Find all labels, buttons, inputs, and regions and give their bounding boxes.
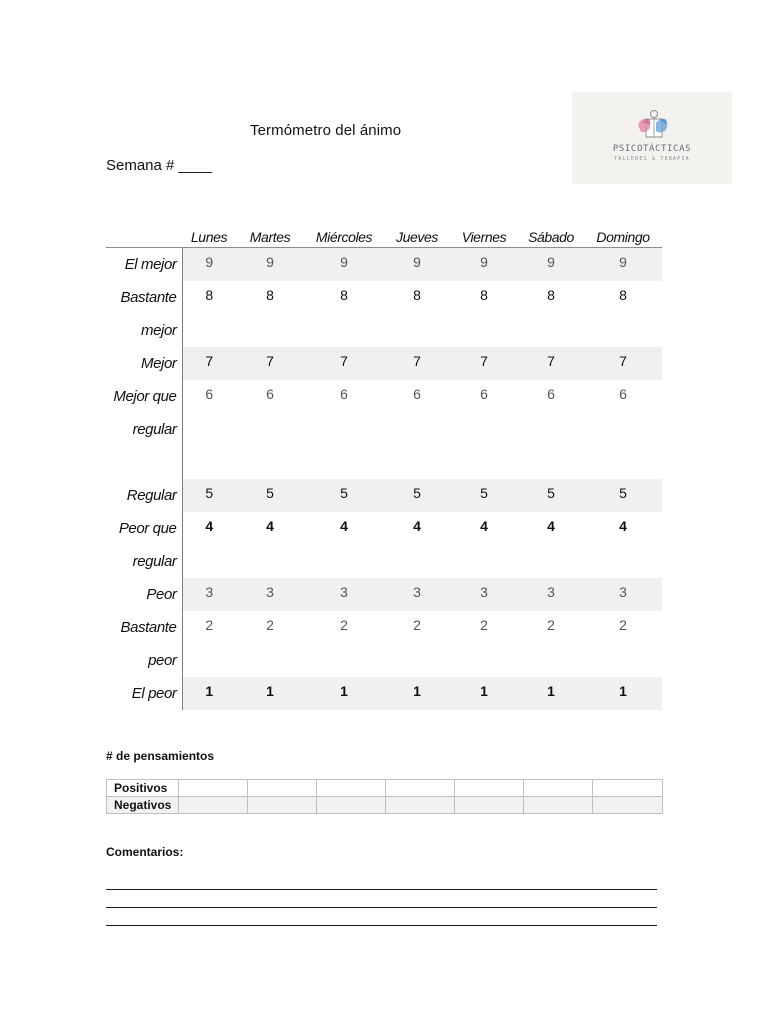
logo-name: PSICOTÁCTICAS	[612, 144, 692, 154]
mood-row	[106, 281, 662, 347]
mood-score-cell[interactable]: 2	[619, 617, 627, 633]
mood-score-cell[interactable]: 1	[384, 677, 450, 710]
page-title: Termómetro del ánimo	[250, 122, 402, 139]
mood-score-cell[interactable]: 9	[236, 248, 304, 282]
thoughts-count-cell[interactable]	[248, 780, 317, 797]
thoughts-row-negative	[107, 797, 663, 814]
mood-score-cell[interactable]: 3	[584, 578, 662, 611]
mood-table-header	[106, 222, 662, 248]
mood-score-cell[interactable]: 3	[304, 578, 384, 611]
mood-row-label: Regular	[106, 479, 182, 512]
mood-score-cell[interactable]: 5	[450, 479, 518, 512]
mood-row	[106, 347, 662, 380]
comment-line[interactable]	[106, 907, 657, 908]
logo-tagline: TALLERES & TERAPIA	[614, 156, 690, 162]
mood-score-cell[interactable]: 1	[182, 677, 236, 710]
mood-score-cell[interactable]: 2	[480, 617, 488, 633]
mood-row-label: Mejor	[106, 347, 182, 380]
mood-score-cell[interactable]: 7	[236, 347, 304, 380]
mood-row	[106, 578, 662, 611]
mood-score-cell[interactable]: 4	[340, 518, 348, 534]
mood-score-cell[interactable]: 3	[182, 578, 236, 611]
mood-score-cell[interactable]: 7	[384, 347, 450, 380]
mood-row	[106, 248, 662, 282]
mood-row-label: Peor	[106, 578, 182, 611]
thoughts-count-cell[interactable]	[455, 797, 524, 814]
thoughts-count-cell[interactable]	[386, 780, 455, 797]
day-header: Viernes	[450, 222, 518, 248]
mood-score-cell[interactable]: 7	[304, 347, 384, 380]
thoughts-count-cell[interactable]	[524, 780, 593, 797]
logo-figure-icon	[572, 92, 732, 184]
mood-score-cell[interactable]: 9	[518, 248, 584, 282]
thoughts-table	[106, 779, 663, 814]
thoughts-row-label: Positivos	[107, 780, 179, 797]
mood-score-cell[interactable]: 3	[518, 578, 584, 611]
mood-score-cell[interactable]: 5	[584, 479, 662, 512]
mood-score-cell[interactable]: 2	[547, 617, 555, 633]
mood-score-cell[interactable]: 8	[340, 287, 348, 303]
week-label: Semana # ____	[106, 157, 212, 174]
mood-score-cell[interactable]: 5	[182, 479, 236, 512]
day-header: Jueves	[384, 222, 450, 248]
mood-score-cell[interactable]: 1	[236, 677, 304, 710]
mood-score-cell[interactable]: 9	[182, 248, 236, 282]
mood-row	[106, 380, 662, 479]
mood-row	[106, 512, 662, 578]
day-header: Martes	[236, 222, 304, 248]
day-header: Miércoles	[304, 222, 384, 248]
mood-score-cell[interactable]: 9	[584, 248, 662, 282]
mood-score-cell[interactable]: 8	[480, 287, 488, 303]
mood-score-cell[interactable]: 3	[236, 578, 304, 611]
mood-score-cell[interactable]: 5	[384, 479, 450, 512]
mood-score-cell[interactable]: 5	[236, 479, 304, 512]
day-header: Lunes	[182, 222, 236, 248]
thoughts-row-positive	[107, 780, 663, 797]
mood-score-cell[interactable]: 1	[518, 677, 584, 710]
mood-score-cell[interactable]: 7	[584, 347, 662, 380]
mood-score-cell[interactable]: 1	[304, 677, 384, 710]
day-header: Domingo	[584, 222, 662, 248]
mood-score-cell[interactable]: 6	[340, 386, 348, 402]
thoughts-title: # de pensamientos	[106, 749, 215, 763]
thoughts-count-cell[interactable]	[317, 797, 386, 814]
mood-score-cell[interactable]: 6	[480, 386, 488, 402]
mood-score-cell[interactable]: 2	[205, 617, 214, 633]
mood-score-cell[interactable]: 6	[547, 386, 555, 402]
thoughts-row-label: Negativos	[107, 797, 179, 814]
mood-score-cell[interactable]: 8	[205, 287, 214, 303]
mood-row-label: Bastante mejor	[106, 281, 182, 347]
mood-score-cell[interactable]: 4	[205, 518, 214, 534]
thoughts-count-cell[interactable]	[179, 797, 248, 814]
mood-row	[106, 611, 662, 677]
mood-row-label: El mejor	[106, 248, 182, 282]
thoughts-count-cell[interactable]	[179, 780, 248, 797]
mood-score-cell[interactable]: 5	[518, 479, 584, 512]
mood-score-cell[interactable]: 7	[182, 347, 236, 380]
mood-row	[106, 479, 662, 512]
mood-score-cell[interactable]: 8	[547, 287, 555, 303]
mood-score-cell[interactable]: 9	[450, 248, 518, 282]
thoughts-count-cell[interactable]	[455, 780, 524, 797]
mood-score-cell[interactable]: 4	[619, 518, 627, 534]
thoughts-count-cell[interactable]	[317, 780, 386, 797]
comment-line[interactable]	[106, 889, 657, 890]
mood-score-cell[interactable]: 4	[413, 518, 421, 534]
mood-score-cell[interactable]: 9	[384, 248, 450, 282]
comment-line[interactable]	[106, 925, 657, 926]
mood-score-cell[interactable]: 1	[584, 677, 662, 710]
mood-score-cell[interactable]: 5	[304, 479, 384, 512]
mood-row	[106, 677, 662, 710]
mood-score-cell[interactable]: 7	[518, 347, 584, 380]
mood-score-cell[interactable]: 1	[450, 677, 518, 710]
mood-row-label: El peor	[106, 677, 182, 710]
thoughts-count-cell[interactable]	[593, 780, 663, 797]
comments-label: Comentarios:	[106, 845, 184, 859]
mood-table	[106, 222, 662, 710]
thoughts-count-cell[interactable]	[386, 797, 455, 814]
thoughts-count-cell[interactable]	[524, 797, 593, 814]
mood-row-label: Mejor que regular	[106, 380, 182, 479]
mood-score-cell[interactable]: 4	[266, 518, 274, 534]
header-empty-cell	[106, 222, 182, 248]
brand-logo	[572, 92, 732, 184]
mood-score-cell[interactable]: 6	[619, 386, 627, 402]
mood-score-cell[interactable]: 9	[304, 248, 384, 282]
mood-row-label: Peor que regular	[106, 512, 182, 578]
mood-score-cell[interactable]: 8	[413, 287, 421, 303]
mood-score-cell[interactable]: 6	[205, 386, 214, 402]
mood-score-cell[interactable]: 8	[266, 287, 274, 303]
mood-score-cell[interactable]: 4	[480, 518, 488, 534]
thoughts-count-cell[interactable]	[593, 797, 663, 814]
mood-score-cell[interactable]: 2	[413, 617, 421, 633]
mood-score-cell[interactable]: 2	[340, 617, 348, 633]
mood-row-label: Bastante peor	[106, 611, 182, 677]
mood-score-cell[interactable]: 8	[619, 287, 627, 303]
day-header: Sábado	[518, 222, 584, 248]
mood-score-cell[interactable]: 7	[450, 347, 518, 380]
mood-score-cell[interactable]: 3	[450, 578, 518, 611]
mood-score-cell[interactable]: 4	[547, 518, 555, 534]
mood-score-cell[interactable]: 6	[266, 386, 274, 402]
mood-score-cell[interactable]: 2	[266, 617, 274, 633]
mood-score-cell[interactable]: 6	[413, 386, 421, 402]
mood-score-cell[interactable]: 3	[384, 578, 450, 611]
thoughts-count-cell[interactable]	[248, 797, 317, 814]
